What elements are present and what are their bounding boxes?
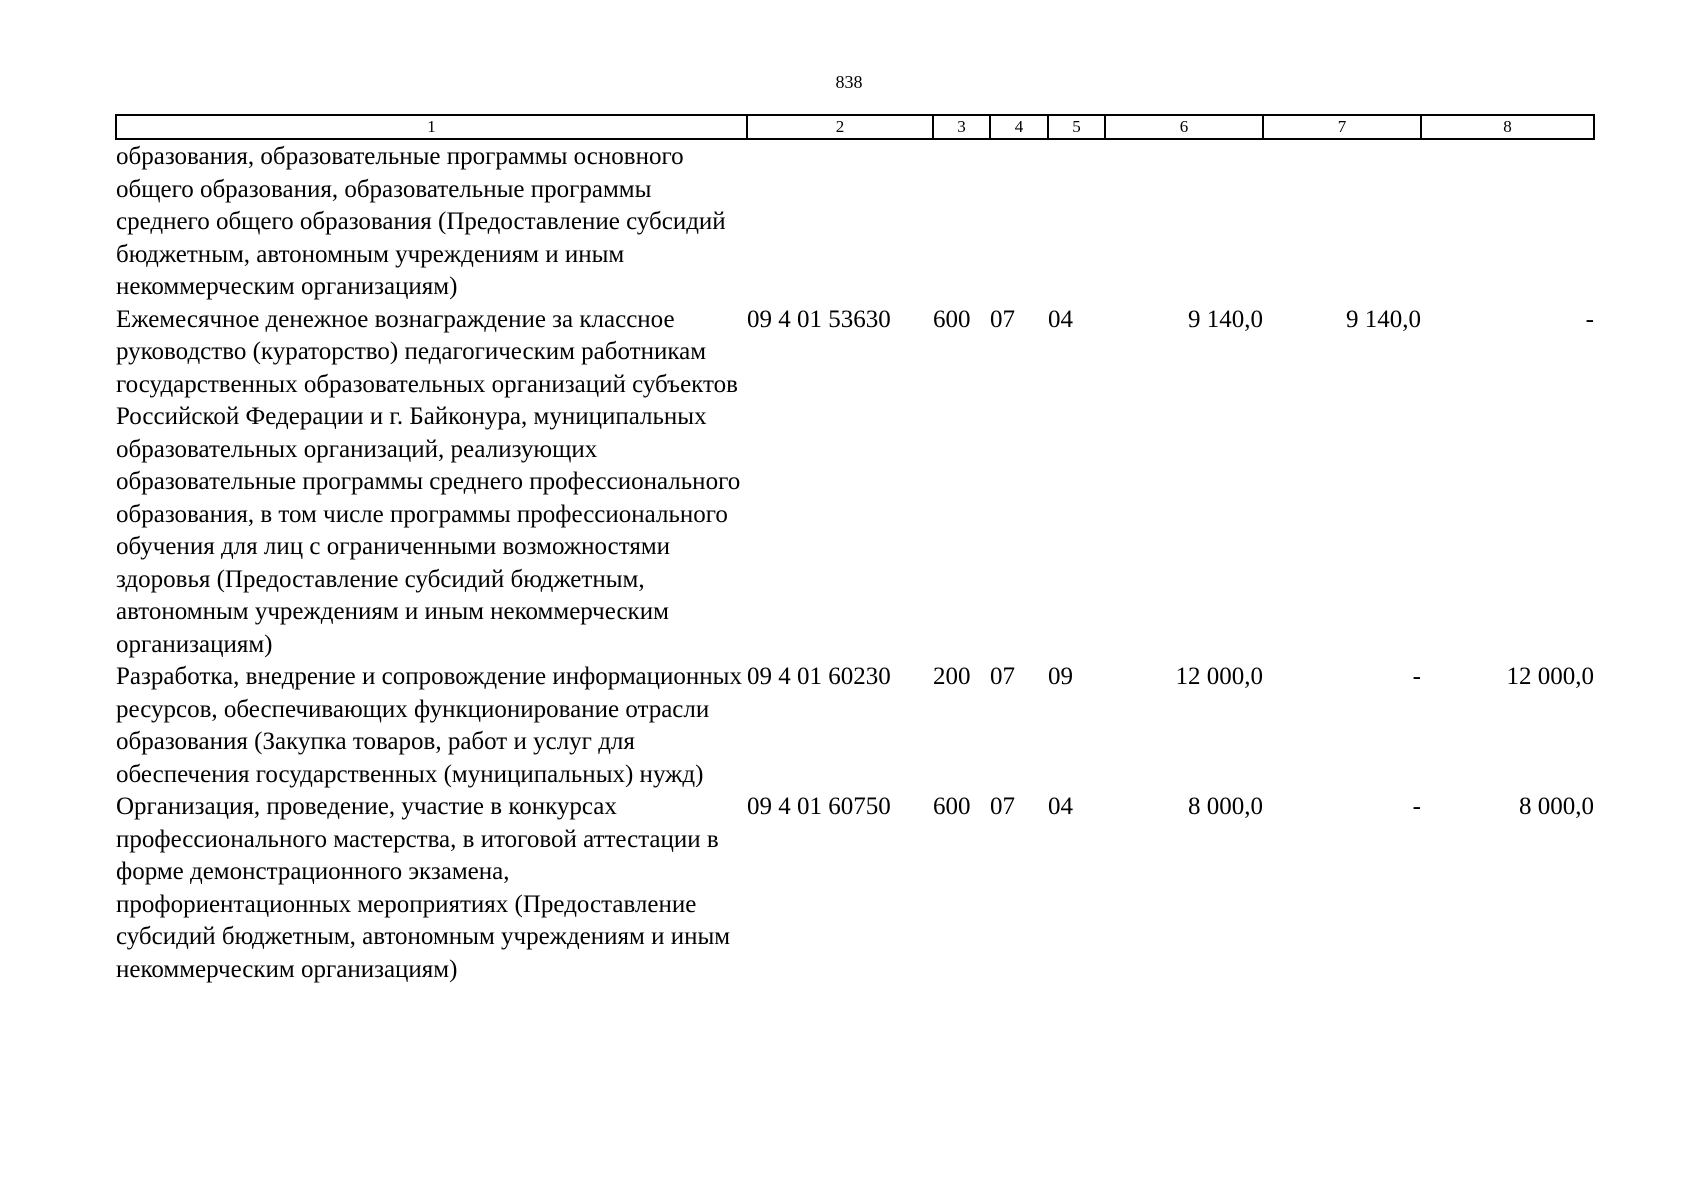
row-target-code: 09 4 01 53630	[747, 305, 891, 333]
row-expense-type: 600	[933, 793, 971, 820]
column-number-row	[116, 115, 1594, 139]
table-body	[116, 139, 1594, 986]
row-column-8	[1421, 139, 1594, 304]
row-column-7	[1263, 139, 1421, 304]
row-expense-type: 200	[933, 663, 971, 690]
column-header-2: 2	[747, 115, 933, 139]
page-number: 838	[835, 72, 863, 92]
row-section: 07	[990, 305, 1015, 333]
column-header-1: 1	[116, 115, 747, 139]
row-subsection	[1048, 139, 1105, 304]
table-row	[116, 661, 1594, 791]
row-name: Разработка, внедрение и сопровождение информационных ресурсов, обеспечивающих функционирование отрасли образования (Закупка товаров, работ и услуг для обеспечения государственных (муниципальных) нужд)	[116, 663, 742, 788]
table-row	[116, 791, 1594, 986]
row-expense-type	[933, 139, 990, 304]
row-target-code	[747, 139, 933, 304]
column-header-6: 6	[1105, 115, 1263, 139]
table-row	[116, 304, 1594, 662]
budget-table	[115, 114, 1595, 986]
row-total: 9 140,0	[1188, 305, 1263, 333]
column-header-8: 8	[1421, 115, 1594, 139]
column-header-3: 3	[933, 115, 990, 139]
row-name: образования, образовательные программы основного общего образования, образовательные программы среднего общего образования (Предоставление субсидий бюджетным, автономным учреждениям и иным некоммерческим организациям)	[116, 143, 726, 300]
row-subsection: 04	[1048, 793, 1073, 820]
row-column-7: 9 140,0	[1346, 305, 1421, 333]
row-total: 12 000,0	[1175, 663, 1263, 690]
row-column-7: -	[1412, 793, 1421, 820]
row-expense-type: 600	[933, 305, 971, 333]
row-total	[1105, 139, 1263, 304]
column-header-5: 5	[1048, 115, 1105, 139]
row-section	[990, 139, 1048, 304]
row-column-7: -	[1412, 663, 1421, 690]
table-row	[116, 139, 1594, 304]
row-section: 07	[990, 793, 1015, 820]
row-subsection: 04	[1048, 305, 1073, 333]
row-name: Ежемесячное денежное вознаграждение за классное руководство (кураторство) педагогическим работникам государственных образовательных организаций субъектов Российской Федерации и г. Байконура, муниципальных образовательных организаций, реализующих образовательные программы среднего профессионального образования, в том числе программы профессионального обучения для лиц с ограниченными возможностями здоровья (Предоставление субсидий бюджетным, автономным учреждениям и иным некоммерческим организациям)	[116, 305, 741, 658]
row-column-8: 12 000,0	[1506, 663, 1594, 690]
column-header-4: 4	[990, 115, 1048, 139]
column-header-7: 7	[1263, 115, 1421, 139]
row-total: 8 000,0	[1188, 793, 1263, 820]
row-target-code: 09 4 01 60750	[747, 793, 891, 820]
row-target-code: 09 4 01 60230	[747, 663, 891, 690]
row-section: 07	[990, 663, 1015, 690]
row-column-8: -	[1585, 305, 1594, 333]
row-subsection: 09	[1048, 663, 1073, 690]
row-name: Организация, проведение, участие в конкурсах профессионального мастерства, в итоговой аттестации в форме демонстрационного экзамена, профориентационных мероприятиях (Предоставление субсидий бюджетным, автономным учреждениям и иным некоммерческим организациям)	[116, 793, 731, 983]
row-column-8: 8 000,0	[1519, 793, 1594, 820]
table-header	[116, 115, 1594, 139]
